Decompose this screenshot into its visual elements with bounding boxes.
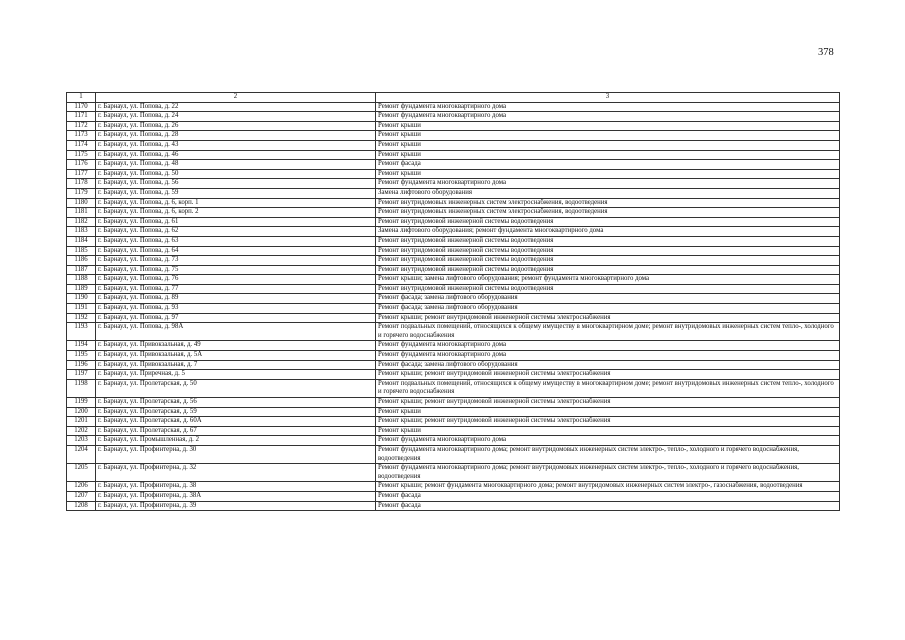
row-works: Ремонт крыши (376, 131, 840, 141)
row-number: 1173 (67, 131, 96, 141)
row-works: Ремонт фасада; замена лифтового оборудования (376, 360, 840, 370)
row-address: г. Барнаул, ул. Попова, д. 62 (96, 227, 376, 237)
row-address: г. Барнаул, ул. Привокзальная, д. 49 (96, 341, 376, 351)
row-address: г. Барнаул, ул. Попова, д. 61 (96, 217, 376, 227)
row-address: г. Барнаул, ул. Попова, д. 64 (96, 246, 376, 256)
row-address: г. Барнаул, ул. Промышленная, д. 2 (96, 436, 376, 446)
table-row (67, 160, 840, 170)
table-row (67, 313, 840, 323)
table-row (67, 256, 840, 266)
table-row (67, 398, 840, 408)
row-number: 1185 (67, 246, 96, 256)
row-number: 1178 (67, 179, 96, 189)
table-row (67, 208, 840, 218)
row-works: Ремонт крыши; ремонт внутридомовой инженерной системы электроснабжения (376, 398, 840, 408)
page-number: 378 (818, 47, 834, 58)
row-works: Ремонт внутридомовой инженерной системы водоотведения (376, 217, 840, 227)
row-works: Ремонт подвальных помещений, относящихся к общему имуществу в многоквартирном доме; ремонт внутридомовых инженерных систем тепло-, холодного и горячего водоснабжения (376, 323, 840, 341)
row-number: 1184 (67, 236, 96, 246)
table-row (67, 491, 840, 501)
table-row (67, 112, 840, 122)
row-address: г. Барнаул, ул. Попова, д. 22 (96, 102, 376, 112)
row-works: Ремонт фундамента многоквартирного дома (376, 341, 840, 351)
table-row (67, 102, 840, 112)
row-number: 1198 (67, 379, 96, 397)
table-row (67, 198, 840, 208)
row-address: г. Барнаул, ул. Попова, д. 28 (96, 131, 376, 141)
row-number: 1196 (67, 360, 96, 370)
row-works: Ремонт крыши; ремонт внутридомовой инженерной системы электроснабжения (376, 417, 840, 427)
row-address: г. Барнаул, ул. Профинтерна, д. 30 (96, 445, 376, 463)
row-address: г. Барнаул, ул. Привокзальная, д. 7 (96, 360, 376, 370)
row-address: г. Барнаул, ул. Попова, д. 75 (96, 265, 376, 275)
table-row (67, 341, 840, 351)
table-row (67, 265, 840, 275)
row-works: Ремонт фундамента многоквартирного дома; ремонт внутридомовых инженерных систем электро-, тепло-, холодного и горячего водоснабжения, водоотведения (376, 464, 840, 482)
row-address: г. Барнаул, ул. Попова, д. 77 (96, 284, 376, 294)
row-address: г. Барнаул, ул. Профинтерна, д. 38А (96, 491, 376, 501)
table-row (67, 407, 840, 417)
table-row (67, 464, 840, 482)
row-address: г. Барнаул, ул. Приречная, д. 5 (96, 370, 376, 380)
row-works: Замена лифтового оборудования; ремонт фундамента многоквартирного дома (376, 227, 840, 237)
row-number: 1207 (67, 491, 96, 501)
row-works: Ремонт внутридомовой инженерной системы водоотведения (376, 256, 840, 266)
row-address: г. Барнаул, ул. Попова, д. 98А (96, 323, 376, 341)
row-address: г. Барнаул, ул. Попова, д. 56 (96, 179, 376, 189)
row-address: г. Барнаул, ул. Попова, д. 43 (96, 140, 376, 150)
row-address: г. Барнаул, ул. Попова, д. 6, корп. 2 (96, 208, 376, 218)
row-address: г. Барнаул, ул. Пролетарская, д. 60А (96, 417, 376, 427)
row-number: 1188 (67, 275, 96, 285)
row-works: Ремонт внутридомовой инженерной системы водоотведения (376, 265, 840, 275)
table-row (67, 445, 840, 463)
row-address: г. Барнаул, ул. Попова, д. 24 (96, 112, 376, 122)
row-address: г. Барнаул, ул. Пролетарская, д. 50 (96, 379, 376, 397)
row-number: 1203 (67, 436, 96, 446)
row-works: Ремонт внутридомовой инженерной системы водоотведения (376, 246, 840, 256)
row-address: г. Барнаул, ул. Попова, д. 76 (96, 275, 376, 285)
row-works: Ремонт внутридомовой инженерной системы водоотведения (376, 284, 840, 294)
table-row (67, 121, 840, 131)
table-row (67, 275, 840, 285)
row-number: 1170 (67, 102, 96, 112)
row-number: 1174 (67, 140, 96, 150)
row-address: г. Барнаул, ул. Привокзальная, д. 5А (96, 351, 376, 361)
row-number: 1187 (67, 265, 96, 275)
row-address: г. Барнаул, ул. Пролетарская, д. 56 (96, 398, 376, 408)
row-works: Ремонт крыши; ремонт внутридомовой инженерной системы электроснабжения (376, 370, 840, 380)
table-row (67, 304, 840, 314)
row-address: г. Барнаул, ул. Попова, д. 73 (96, 256, 376, 266)
row-number: 1202 (67, 426, 96, 436)
row-number: 1190 (67, 294, 96, 304)
row-number: 1177 (67, 169, 96, 179)
row-number: 1205 (67, 464, 96, 482)
row-address: г. Барнаул, ул. Попова, д. 46 (96, 150, 376, 160)
row-number: 1186 (67, 256, 96, 266)
table-row (67, 284, 840, 294)
row-works: Ремонт подвальных помещений, относящихся к общему имуществу в многоквартирном доме; ремонт внутридомовых инженерных систем тепло-, холодного и горячего водоснабжения (376, 379, 840, 397)
table-row (67, 150, 840, 160)
row-address: г. Барнаул, ул. Пролетарская, д. 67 (96, 426, 376, 436)
table-row (67, 236, 840, 246)
table-row (67, 294, 840, 304)
row-address: г. Барнаул, ул. Попова, д. 59 (96, 188, 376, 198)
row-number: 1201 (67, 417, 96, 427)
row-works: Ремонт фундамента многоквартирного дома (376, 351, 840, 361)
table-row (67, 140, 840, 150)
table-row (67, 169, 840, 179)
row-address: г. Барнаул, ул. Попова, д. 89 (96, 294, 376, 304)
row-works: Ремонт фундамента многоквартирного дома (376, 179, 840, 189)
row-works: Ремонт фасада (376, 501, 840, 511)
row-address: г. Барнаул, ул. Попова, д. 6, корп. 1 (96, 198, 376, 208)
row-works: Ремонт крыши (376, 407, 840, 417)
row-number: 1180 (67, 198, 96, 208)
row-number: 1182 (67, 217, 96, 227)
row-number: 1197 (67, 370, 96, 380)
row-address: г. Барнаул, ул. Попова, д. 63 (96, 236, 376, 246)
row-number: 1189 (67, 284, 96, 294)
row-number: 1208 (67, 501, 96, 511)
table-row (67, 131, 840, 141)
row-works: Ремонт крыши; замена лифтового оборудования; ремонт фундамента многоквартирного дома (376, 275, 840, 285)
row-works: Ремонт фасада (376, 491, 840, 501)
table-row (67, 501, 840, 511)
row-works: Ремонт крыши (376, 169, 840, 179)
row-address: г. Барнаул, ул. Профинтерна, д. 39 (96, 501, 376, 511)
table-row (67, 426, 840, 436)
table-body (67, 102, 840, 511)
table-row (67, 227, 840, 237)
row-works: Ремонт крыши; ремонт фундамента многоквартирного дома; ремонт внутридомовых инженерных систем электро-, газоснабжения, водоотведения (376, 482, 840, 492)
row-works: Ремонт крыши (376, 140, 840, 150)
row-address: г. Барнаул, ул. Попова, д. 93 (96, 304, 376, 314)
row-number: 1195 (67, 351, 96, 361)
row-number: 1179 (67, 188, 96, 198)
row-works: Ремонт крыши (376, 426, 840, 436)
column-header-number: 1 (67, 93, 96, 103)
row-number: 1193 (67, 323, 96, 341)
row-address: г. Барнаул, ул. Пролетарская, д. 59 (96, 407, 376, 417)
row-number: 1171 (67, 112, 96, 122)
table-row (67, 351, 840, 361)
row-works: Ремонт внутридомовых инженерных систем электроснабжения, водоотведения (376, 208, 840, 218)
table-row (67, 188, 840, 198)
row-number: 1183 (67, 227, 96, 237)
row-works: Ремонт крыши (376, 150, 840, 160)
row-address: г. Барнаул, ул. Профинтерна, д. 38 (96, 482, 376, 492)
row-works: Ремонт крыши; ремонт внутридомовой инженерной системы электроснабжения (376, 313, 840, 323)
table-row (67, 417, 840, 427)
table-row (67, 179, 840, 189)
row-works: Ремонт фундамента многоквартирного дома; ремонт внутридомовых инженерных систем электро-, тепло-, холодного и горячего водоснабжения, водоотведения (376, 445, 840, 463)
table-row (67, 379, 840, 397)
row-address: г. Барнаул, ул. Профинтерна, д. 32 (96, 464, 376, 482)
row-number: 1194 (67, 341, 96, 351)
row-address: г. Барнаул, ул. Попова, д. 97 (96, 313, 376, 323)
row-number: 1172 (67, 121, 96, 131)
row-number: 1206 (67, 482, 96, 492)
row-number: 1199 (67, 398, 96, 408)
table-row (67, 246, 840, 256)
column-header-works: 3 (376, 93, 840, 103)
row-works: Ремонт фундамента многоквартирного дома (376, 436, 840, 446)
row-works: Ремонт фасада (376, 160, 840, 170)
row-works: Ремонт фундамента многоквартирного дома (376, 112, 840, 122)
row-number: 1204 (67, 445, 96, 463)
row-number: 1175 (67, 150, 96, 160)
row-number: 1181 (67, 208, 96, 218)
row-works: Ремонт фундамента многоквартирного дома (376, 102, 840, 112)
table-row (67, 482, 840, 492)
column-header-address: 2 (96, 93, 376, 103)
row-works: Ремонт крыши (376, 121, 840, 131)
row-number: 1192 (67, 313, 96, 323)
row-works: Ремонт внутридомовой инженерной системы водоотведения (376, 236, 840, 246)
row-address: г. Барнаул, ул. Попова, д. 26 (96, 121, 376, 131)
row-works: Ремонт фасада; замена лифтового оборудования (376, 304, 840, 314)
row-number: 1191 (67, 304, 96, 314)
table-row (67, 436, 840, 446)
row-address: г. Барнаул, ул. Попова, д. 50 (96, 169, 376, 179)
table-row (67, 370, 840, 380)
row-works: Ремонт внутридомовых инженерных систем электроснабжения, водоотведения (376, 198, 840, 208)
table-row (67, 360, 840, 370)
repair-table (66, 92, 840, 511)
table-row (67, 323, 840, 341)
row-works: Замена лифтового оборудования (376, 188, 840, 198)
row-address: г. Барнаул, ул. Попова, д. 48 (96, 160, 376, 170)
row-number: 1176 (67, 160, 96, 170)
table-row (67, 217, 840, 227)
row-works: Ремонт фасада; замена лифтового оборудования (376, 294, 840, 304)
table-header-row (67, 93, 840, 103)
row-number: 1200 (67, 407, 96, 417)
